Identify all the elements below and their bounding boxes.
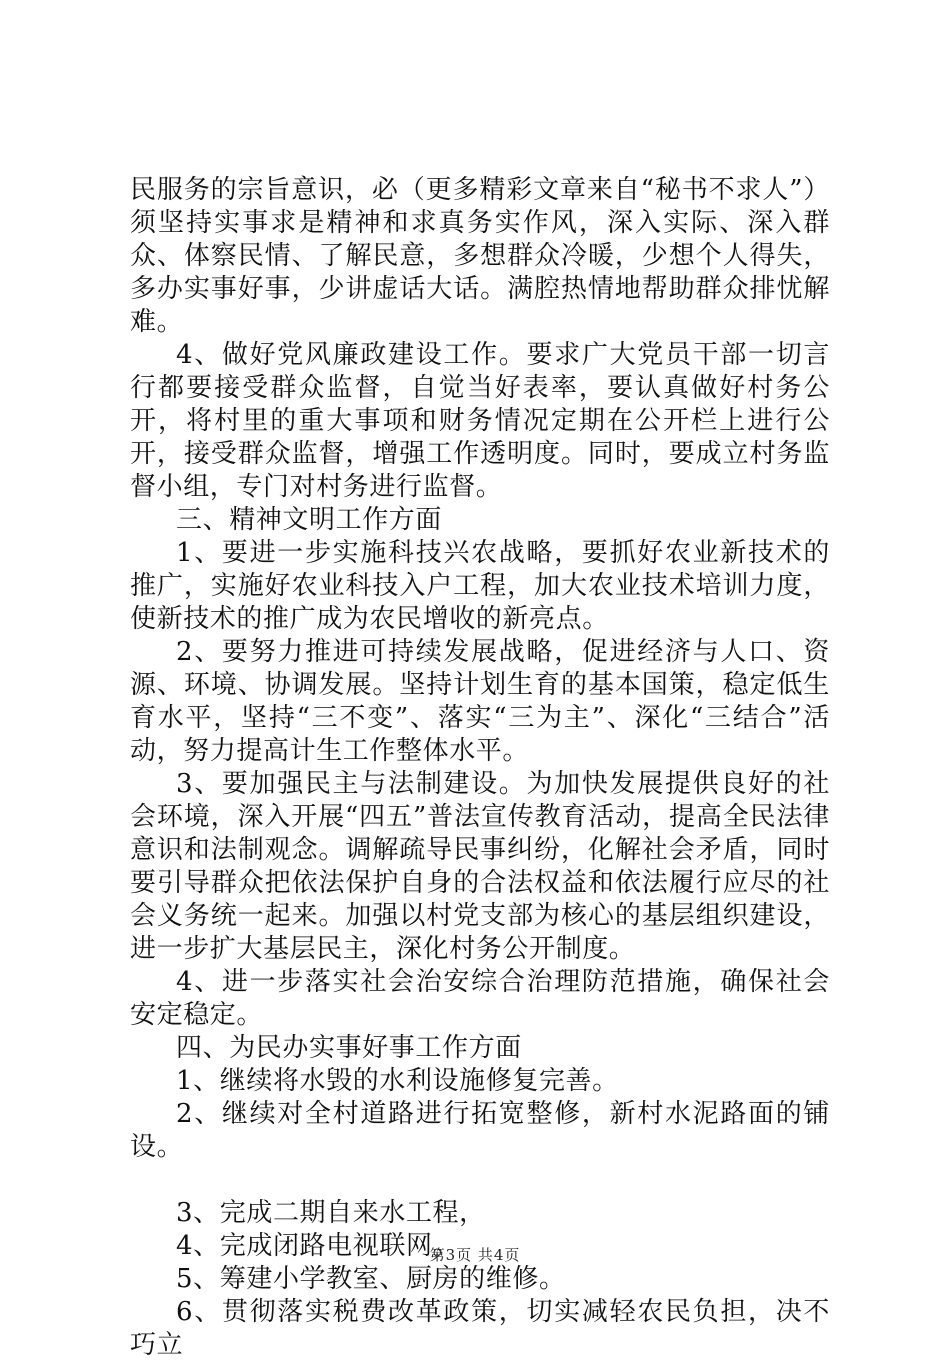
list-item-4: 4、完成闭路电视联网。 <box>176 1231 460 1261</box>
paragraph-6: 3、要加强民主与法制建设。为加快发展提供良好的社会环境，深入开展“四五”普法宣传教育活动，提高全民法律意识和法制观念。调解疏导民事纠纷，化解社会矛盾，同时要引导群众把依法保护自身的合法权益和依法履行应尽的社会义务统一起来。加强以村党支部为核心的基层组织建设，进一步扩大基层民主，深化村务公开制度。 <box>130 769 830 964</box>
blank-line <box>130 1164 830 1197</box>
section-heading-4: 四、为民办实事好事工作方面 <box>176 1033 522 1063</box>
list-item-2: 2、继续对全村道路进行拓宽整修，新村水泥路面的铺设。 <box>130 1099 830 1162</box>
paragraph-2: 4、做好党风廉政建设工作。要求广大党员干部一切言行都要接受群众监督，自觉当好表率，要认真做好村务公开，将村里的重大事项和财务情况定期在公开栏上进行公开，接受群众监督，增强工作透明度。同时，要成立村务监督小组，专门对村务进行监督。 <box>130 340 830 502</box>
list-item-5: 5、筹建小学教室、厨房的维修。 <box>176 1264 566 1294</box>
paragraph-4: 1、要进一步实施科技兴农战略，要抓好农业新技术的推广，实施好农业科技入户工程，加大农业技术培训力度，使新技术的推广成为农民增收的新亮点。 <box>130 538 830 634</box>
section-heading-3: 三、精神文明工作方面 <box>176 505 443 535</box>
list-item-3: 3、完成二期自来水工程， <box>176 1198 486 1228</box>
list-item-1: 1、继续将水毁的水利设施修复完善。 <box>176 1066 619 1096</box>
list-item-6: 6、贯彻落实税费改革政策，切实减轻农民负担，决不巧立 <box>130 1297 830 1360</box>
paragraph-7: 4、进一步落实社会治安综合治理防范措施，确保社会安定稳定。 <box>130 967 830 1030</box>
body-text <box>130 174 830 1362</box>
paragraph-1: 民服务的宗旨意识，必（更多精彩文章来自“秘书不求人”）须坚持实事求是精神和求真务实作风，深入实际、深入群众、体察民情、了解民意，多想群众冷暖，少想个人得失，多办实事好事，少讲虚话大话。满腔热情地帮助群众排忧解难。 <box>130 175 830 337</box>
paragraph-5: 2、要努力推进可持续发展战略，促进经济与人口、资源、环境、协调发展。坚持计划生育的基本国策，稳定低生育水平，坚持“三不变”、落实“三为主”、深化“三结合”活动，努力提高计生工作整体水平。 <box>130 637 830 766</box>
page-footer: 第3页 共4页 <box>429 1246 521 1264</box>
